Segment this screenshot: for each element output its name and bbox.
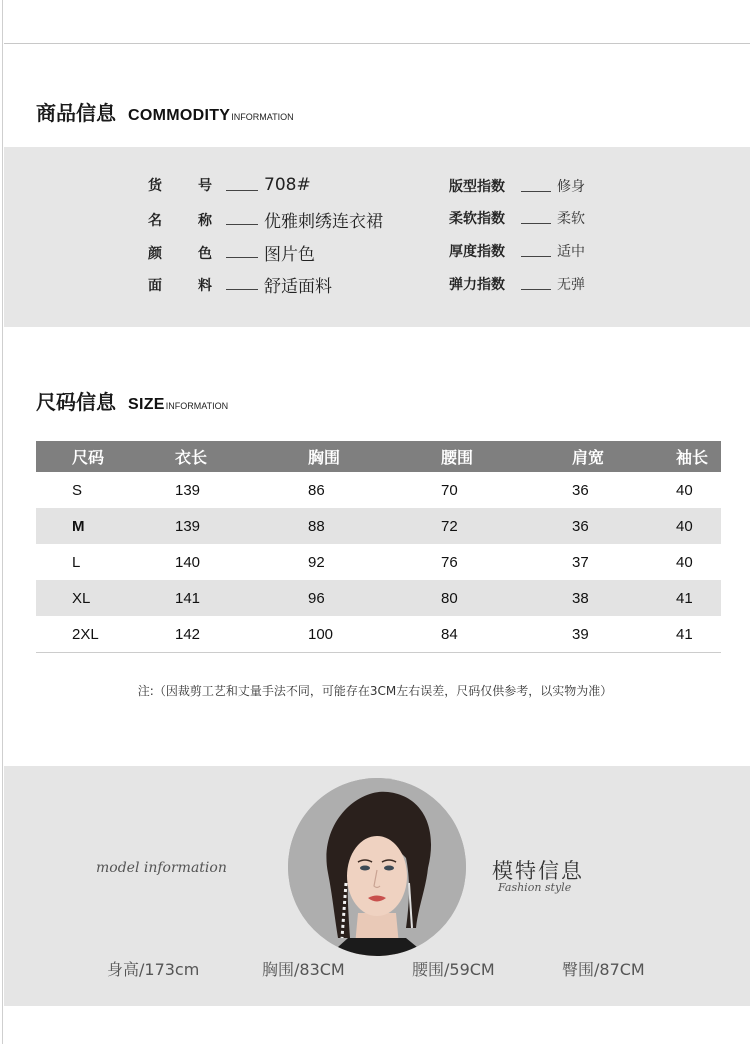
model-waist: 腰围/59CM [412, 960, 495, 979]
model-height: 身高/173cm [107, 960, 200, 979]
table-cell: 72 [441, 517, 458, 535]
table-cell: XL [72, 589, 91, 607]
size-table [36, 441, 721, 653]
info-label-b: 料 [198, 277, 212, 294]
info-row-fabric [148, 272, 332, 297]
table-cell: 139 [175, 481, 201, 499]
header-cell-sleeve: 袖长 [676, 450, 709, 467]
commodity-title-cn: 商品信息 [36, 101, 116, 125]
table-cell: 76 [441, 553, 458, 571]
table-row [36, 472, 721, 508]
info-value: 无弹 [557, 277, 585, 293]
info-row-thickness-index [449, 241, 585, 261]
info-row-elasticity-index [449, 274, 585, 294]
table-cell: 36 [572, 481, 589, 499]
info-value: 修身 [557, 179, 585, 195]
fashion-style-script: Fashion style [498, 881, 572, 894]
table-cell: 142 [175, 625, 201, 643]
info-label-a: 颜 [148, 245, 162, 262]
dash-line [521, 213, 551, 224]
info-label: 柔软指数 [449, 211, 505, 227]
dash-line [521, 279, 551, 290]
size-title-cn: 尺码信息 [36, 390, 116, 414]
table-cell: L [72, 553, 81, 571]
info-label-a: 面 [148, 277, 162, 294]
size-title-en-small: INFORMATION [165, 401, 229, 411]
table-cell: 84 [441, 625, 458, 643]
model-information-script: model information [96, 860, 227, 876]
info-row-fit-index [449, 176, 585, 196]
info-value: 舒适面料 [264, 277, 332, 297]
size-title-en: SIZE [128, 396, 165, 413]
table-row [36, 508, 721, 544]
model-portrait [288, 778, 466, 956]
table-cell: 36 [572, 517, 589, 535]
info-value: 优雅刺绣连衣裙 [264, 212, 383, 232]
size-table-header [36, 441, 721, 472]
header-cell-bust: 胸围 [308, 450, 341, 467]
table-cell: 86 [308, 481, 325, 499]
table-cell: 37 [572, 553, 589, 571]
commodity-section-title [36, 97, 294, 126]
size-section-title [36, 386, 228, 415]
dash-line [521, 246, 551, 257]
info-value: 708# [264, 175, 311, 195]
table-cell: 100 [308, 625, 334, 643]
table-row [36, 616, 721, 652]
table-cell: M [72, 517, 85, 535]
info-value: 适中 [557, 244, 585, 260]
table-row [36, 544, 721, 580]
info-row-item-number [148, 175, 311, 195]
info-label: 版型指数 [449, 179, 505, 195]
left-border [2, 0, 3, 1044]
table-cell: 40 [676, 481, 693, 499]
table-cell: 41 [676, 589, 693, 607]
info-label-b: 号 [198, 178, 212, 194]
info-label-b: 色 [198, 245, 212, 262]
table-cell: 141 [175, 589, 201, 607]
table-cell: 139 [175, 517, 201, 535]
dash-line [226, 180, 258, 191]
table-cell: 80 [441, 589, 458, 607]
info-value: 图片色 [264, 245, 315, 265]
info-label: 厚度指数 [449, 244, 505, 260]
model-title-cn: 模特信息 [492, 859, 584, 883]
table-cell: 88 [308, 517, 325, 535]
dash-line [226, 214, 258, 225]
info-row-name [148, 207, 383, 232]
table-cell: 38 [572, 589, 589, 607]
dash-line [226, 279, 258, 290]
info-row-softness-index [449, 208, 585, 228]
table-cell: 92 [308, 553, 325, 571]
table-cell: 2XL [72, 625, 99, 643]
table-cell: 96 [308, 589, 325, 607]
info-label: 弹力指数 [449, 277, 505, 293]
top-divider [4, 43, 750, 44]
table-cell: 39 [572, 625, 589, 643]
table-cell: 41 [676, 625, 693, 643]
info-label-b: 称 [198, 212, 212, 229]
header-cell-length: 衣长 [175, 450, 208, 467]
header-cell-shoulder: 肩宽 [572, 450, 605, 467]
dash-line [226, 247, 258, 258]
info-value: 柔软 [557, 211, 585, 227]
header-cell-size: 尺码 [72, 450, 105, 467]
model-hip: 臀围/87CM [562, 960, 645, 979]
commodity-title-en: COMMODITY [128, 107, 231, 124]
commodity-title-en-small: INFORMATION [231, 112, 294, 122]
table-cell: 40 [676, 517, 693, 535]
table-cell: 40 [676, 553, 693, 571]
table-cell: 70 [441, 481, 458, 499]
info-label-a: 名 [148, 212, 162, 229]
table-cell: 140 [175, 553, 201, 571]
dash-line [521, 181, 551, 192]
info-row-color [148, 240, 315, 265]
info-label-a: 货 [148, 178, 162, 194]
table-row [36, 580, 721, 616]
model-bust: 胸围/83CM [262, 960, 345, 979]
commodity-info-panel [4, 147, 750, 327]
size-note: 注:（因裁剪工艺和丈量手法不同，可能存在3CM左右误差，尺码仅供参考，以实物为准） [137, 684, 613, 698]
model-portrait-illustration [288, 778, 466, 956]
table-bottom-rule [36, 652, 721, 653]
table-cell: S [72, 481, 83, 499]
header-cell-waist: 腰围 [441, 450, 474, 467]
